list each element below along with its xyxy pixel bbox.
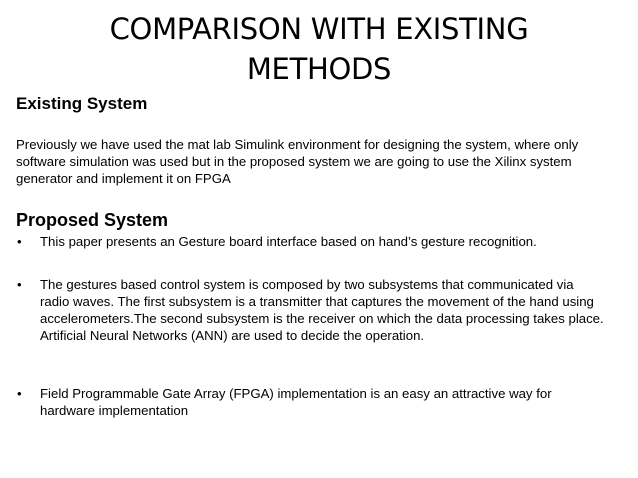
bullet-text: Field Programmable Gate Array (FPGA) implementation is an easy an attractive way for hardware implementation	[40, 386, 552, 418]
proposed-system-heading: Proposed System	[16, 210, 169, 230]
bullet-text: The gestures based control system is composed by two subsystems that communicated via radio waves. The first subsystem is a transmitter that captures the movement of the hand using accelerometers.The second subsystem is the receiver on which the data processing takes place. Artificial Neural Networks (ANN) are used to decide the operation.	[40, 277, 604, 343]
existing-system-heading: Existing System	[16, 94, 148, 113]
bullet-dot-icon: •	[17, 234, 22, 249]
slide-title: COMPARISON WITH EXISTING METHODS	[109, 12, 529, 86]
existing-system-paragraph: Previously we have used the mat lab Simulink environment for designing the system, where only software simulation was used but in the proposed system we are going to use the Xilinx system generator and implement it on FPGA	[16, 137, 579, 186]
bullet-text: This paper presents an Gesture board interface based on hand’s gesture recognition.	[40, 234, 537, 249]
bullet-dot-icon: •	[17, 277, 22, 292]
bullet-dot-icon: •	[17, 386, 22, 401]
